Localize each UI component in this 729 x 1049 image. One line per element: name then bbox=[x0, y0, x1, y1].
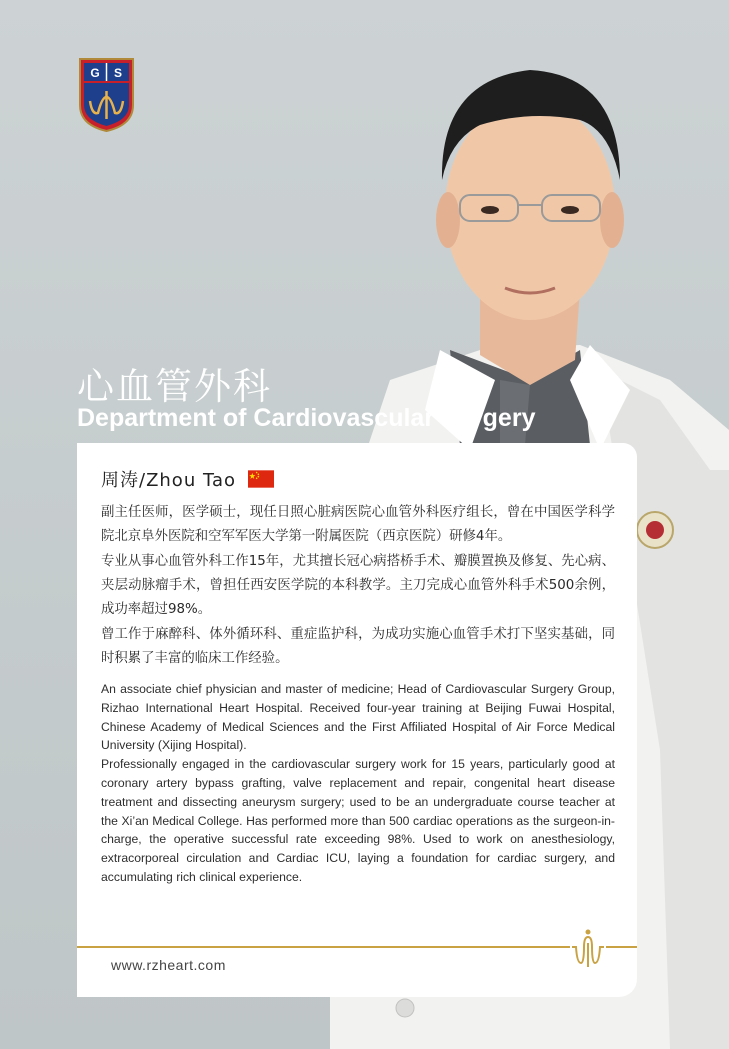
bio-cn-paragraph: 专业从事心血管外科工作15年，尤其擅长冠心病搭桥手术、瓣膜置换及修复、先心病、夹层动脉瘤手术，曾担任西安医学院的本科教学。主刀完成心血管外科手术500余例，成功率超过98%。 bbox=[101, 554, 615, 617]
bio-en-paragraph: Professionally engaged in the cardiovascular surgery work for 15 years, particularly good at coronary artery bypass grafting, valve replacement and repair, congenital heart disease treatment and dissecting aneurysm surgery; used to be an undergraduate course teacher at the Xi’an Medical College. Has performed more than 500 cardiac operations as the surgeon-in-charge, the operative successful rate exceeding 98%. Used to work on anesthesiology, extracorporeal circulation and Cardiac ICU, laying a foundation for cardiac surgery, and accumulating rich clinical experience. bbox=[101, 757, 615, 884]
china-flag-icon bbox=[248, 470, 274, 488]
logo-letter-g: G bbox=[90, 66, 100, 80]
doctor-name-row bbox=[101, 467, 274, 491]
bio-english bbox=[101, 680, 615, 887]
department-title-en: Department of Cardiovascular Surgery bbox=[77, 404, 536, 432]
doctor-name: 周涛/Zhou Tao bbox=[101, 470, 237, 491]
footer-divider bbox=[77, 946, 637, 948]
bio-chinese bbox=[101, 501, 615, 672]
website-url[interactable]: www.rzheart.com bbox=[111, 957, 226, 973]
heartbeat-emblem-icon bbox=[570, 927, 606, 969]
bio-cn-paragraph: 曾工作于麻醉科、体外循环科、重症监护科，为成功实施心血管手术打下坚实基础，同时积累了丰富的临床工作经验。 bbox=[101, 627, 615, 666]
bio-cn-paragraph: 副主任医师，医学硕士，现任日照心脏病医院心血管外科医疗组长，曾在中国医学科学院北京阜外医院和空军军医大学第一附属医院（西京医院）研修4年。 bbox=[101, 505, 615, 544]
doctor-info-card bbox=[77, 443, 637, 997]
bio-en-paragraph: An associate chief physician and master of medicine; Head of Cardiovascular Surgery Group, Rizhao International Heart Hospital. Received four-year training at Beijing Fuwai Hospital, Chinese Academy of Medical Sciences and the First Affiliated Hospital of Air Force Medical University (Xijing Hospital). bbox=[101, 682, 615, 753]
hospital-logo bbox=[78, 57, 135, 133]
department-title-cn: 心血管外科 bbox=[77, 365, 272, 408]
logo-letter-s: S bbox=[113, 66, 123, 80]
